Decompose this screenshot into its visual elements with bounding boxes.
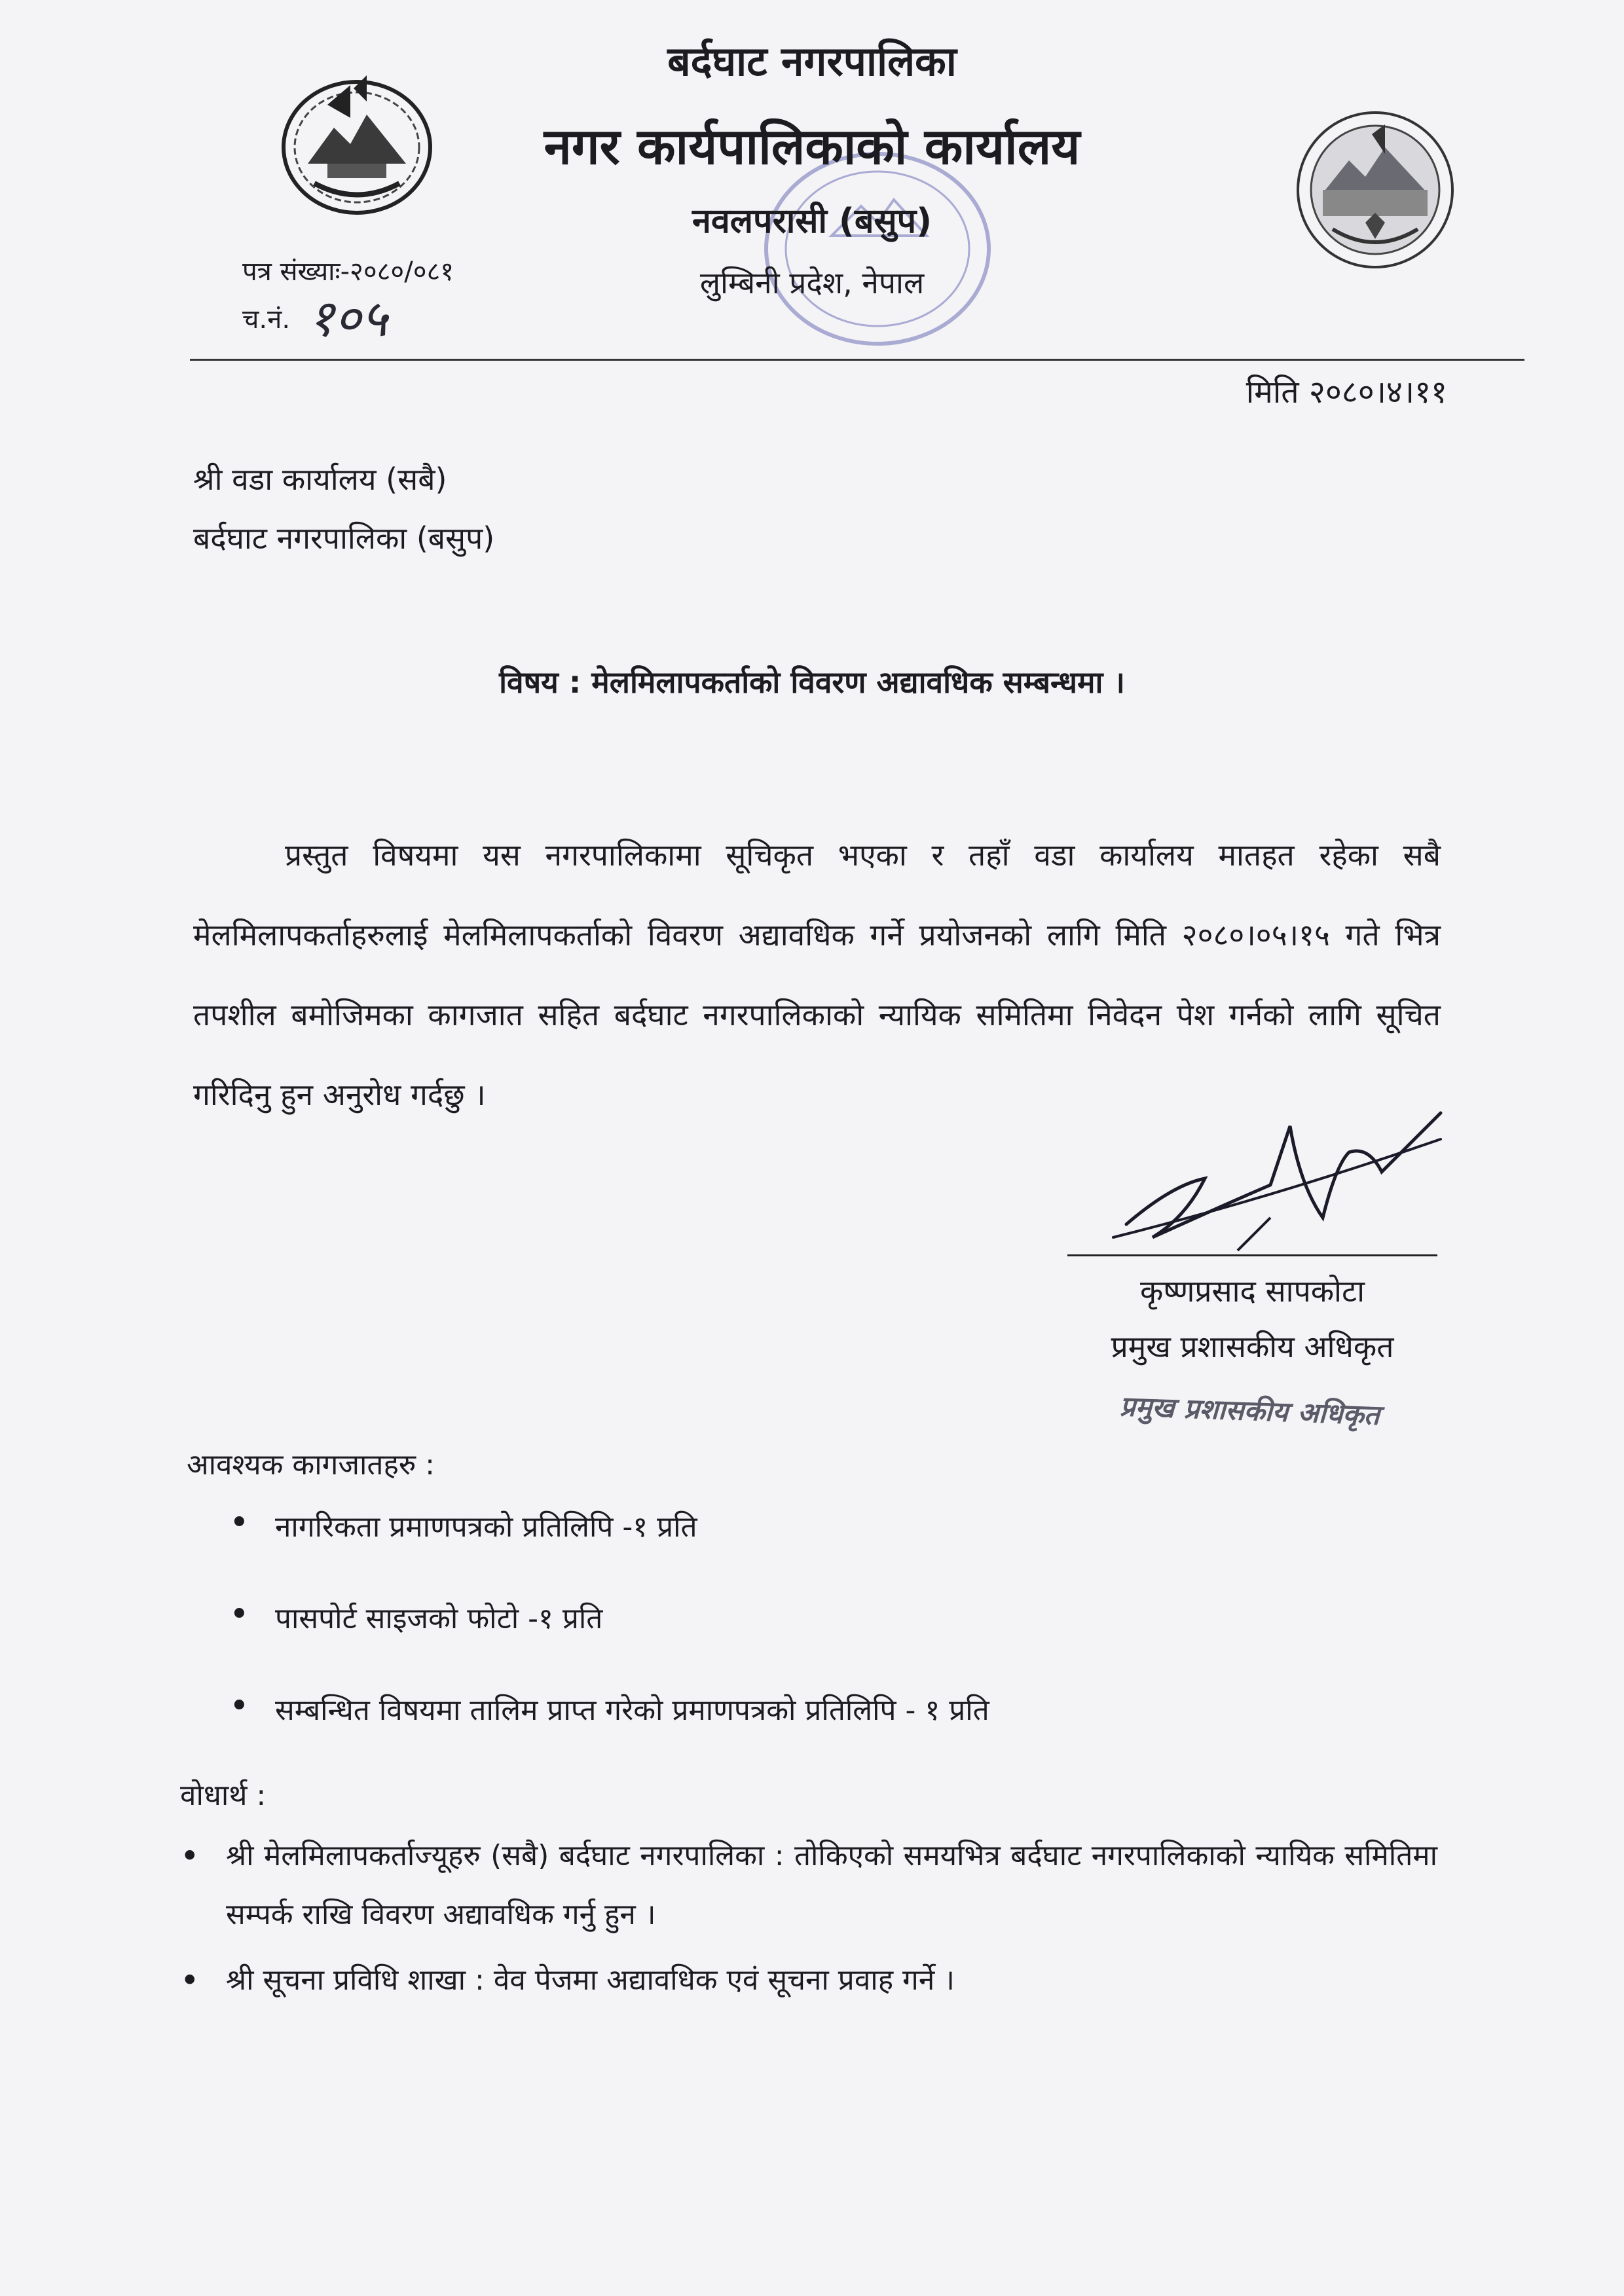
- list-item: • नागरिकता प्रमाणपत्रको प्रतिलिपि -१ प्रति: [229, 1506, 989, 1597]
- list-item: • श्री मेलमिलापकर्ताज्यूहरु (सबै) बर्दघाट नगरपालिका : तोकिएको समयभित्र बर्दघाट नगरपालिकाको न्यायिक समितिमा सम्पर्क राखि विवरण अद्यावधिक गर्नु हुन ।: [180, 1827, 1437, 1944]
- recipient-line-2: बर्दघाट नगरपालिका (बसुप): [193, 520, 495, 556]
- recipient-line-1: श्री वडा कार्यालय (सबै): [193, 462, 447, 497]
- letter-subject: विषय : मेलमिलापकर्ताको विवरण अद्यावधिक सम्बन्धमा ।: [499, 665, 1125, 700]
- office-name: नगर कार्यपालिकाको कार्यालय: [544, 117, 1080, 175]
- letter-body: प्रस्तुत विषयमा यस नगरपालिकामा सूचिकृत भएका र तहाँ वडा कार्यालय मातहत रहेका सबै मेलमिलापकर्ताहरुलाई मेलमिलापकर्ताको विवरण अद्यावधिक गर्ने प्रयोजनको लागि मिति २०८०।०५।१५ गते भित्र तपशील बमोजिमका कागजात सहित बर्दघाट नगरपालिकाको न्यायिक समितिमा निवेदन पेश गर्नको लागि सूचित गरिदिनु हुन अनुरोध गर्दछु ।: [193, 837, 1441, 1112]
- signatory-name: कृष्णप्रसाद सापकोटा: [1139, 1273, 1365, 1309]
- dispatch-number-label: च.नं.: [242, 304, 291, 335]
- signature-line: [1067, 1254, 1437, 1256]
- header-divider: [190, 359, 1524, 361]
- list-item: • पासपोर्ट साइजको फोटो -१ प्रति: [229, 1597, 989, 1689]
- signature-icon: [1074, 1087, 1454, 1270]
- list-item: • सम्बन्धित विषयमा तालिम प्राप्त गरेको प्रमाणपत्रको प्रतिलिपि - १ प्रति: [229, 1689, 989, 1781]
- district-name: नवलपरासी (बसुप): [692, 202, 932, 241]
- signatory-title: प्रमुख प्रशासकीय अधिकृत: [1111, 1329, 1394, 1364]
- reference-number: पत्र संख्याः-२०८०/०८१: [242, 257, 454, 287]
- requirements-list: [229, 1506, 989, 1781]
- for-information-heading: वोधार्थ :: [180, 1779, 267, 1812]
- for-information-list: [180, 1827, 1437, 2016]
- letter-date: मिति २०८०।४।११: [1246, 374, 1447, 410]
- list-item: • श्री सूचना प्रविधि शाखा : वेव पेजमा अद्यावधिक एवं सूचना प्रवाह गर्ने ।: [180, 1951, 1437, 2010]
- municipality-name: बर्दघाट नगरपालिका: [667, 37, 957, 85]
- dispatch-number-handwritten: १०५: [308, 289, 388, 348]
- province-name: लुम्बिनी प्रदेश, नेपाल: [699, 265, 925, 301]
- requirements-heading: आवश्यक कागजातहरु :: [187, 1448, 435, 1482]
- designation-stamp: प्रमुख प्रशासकीय अधिकृत: [1119, 1390, 1380, 1431]
